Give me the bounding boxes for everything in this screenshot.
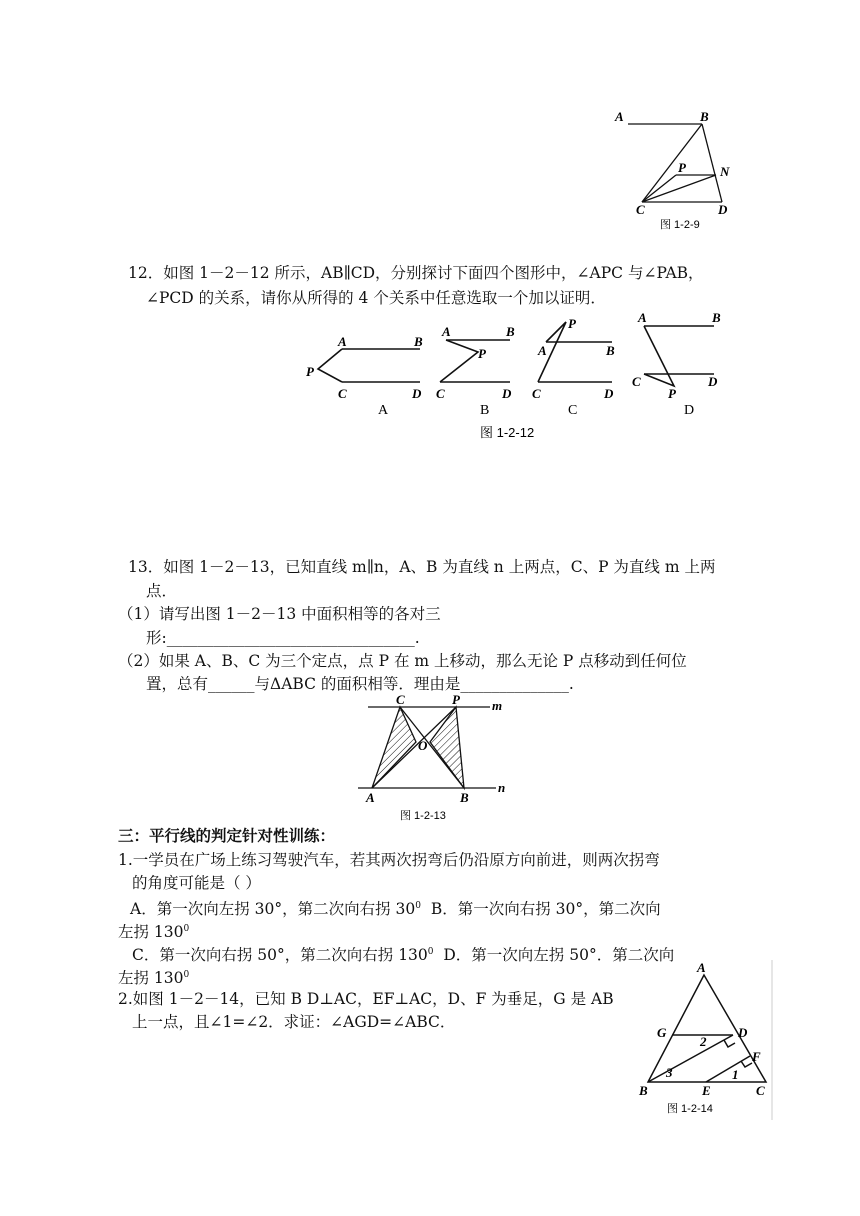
fig12b-label-A: A bbox=[442, 324, 451, 339]
fig9-label-B: B bbox=[700, 109, 709, 124]
fig12a-label-A: A bbox=[338, 334, 347, 349]
fig12d-label-P: P bbox=[668, 386, 676, 401]
s3-q1-line1: 1.一学员在广场上练习驾驶汽车，若其两次拐弯后仍沿原方向前进，则两次拐弯 bbox=[118, 851, 660, 869]
fig14-label-G: G bbox=[657, 1025, 667, 1040]
fig12d-label-C: C bbox=[632, 374, 641, 389]
q12-line1: 12．如图 1－2－12 所示，AB∥CD，分别探讨下面四个图形中，∠APC 与∠PAB， bbox=[128, 264, 704, 282]
q13-sub2-line2: 置，总有______与ΔABC 的面积相等．理由是______________. bbox=[146, 675, 574, 693]
q13-sub1-line2: 形:________________________________. bbox=[146, 629, 420, 647]
degree-mark: 0 bbox=[183, 924, 190, 934]
fig9-label-P: P bbox=[678, 160, 686, 175]
fig13-label-B: B bbox=[460, 790, 469, 805]
fig12-sub-C: C bbox=[568, 403, 578, 418]
degree-mark: 0 bbox=[427, 947, 434, 957]
fig9-caption: 图 1-2-9 bbox=[660, 219, 700, 231]
fig13-label-P: P bbox=[452, 692, 460, 707]
s3-q1-optA: A．第一次向左拐 30°，第二次向右拐 30 bbox=[130, 900, 416, 919]
fig14-num-3: 3 bbox=[666, 1065, 673, 1080]
s3-q2-line2: 上一点，且∠1=∠2．求证：∠AGD=∠ABC． bbox=[132, 1013, 456, 1031]
fig13-label-m: m bbox=[492, 698, 503, 713]
s3-q1-line6-text: 左拐 130 bbox=[118, 969, 184, 988]
fig14-label-D: D bbox=[738, 1025, 748, 1040]
q13-line1: 13．如图 1－2－13，已知直线 m∥n，A、B 为直线 n 上两点，C、P 为直线 m 上两 bbox=[128, 558, 716, 576]
fig12d-label-D: D bbox=[708, 374, 718, 389]
fig12a-label-D: D bbox=[412, 386, 422, 401]
fig12-sub-B: B bbox=[480, 403, 490, 418]
degree-mark: 0 bbox=[183, 970, 190, 980]
fig9-label-A: A bbox=[615, 109, 624, 124]
s3-q1-optD: D．第一次向左拐 50°．第二次向 bbox=[443, 946, 675, 965]
fig12d-label-A: A bbox=[638, 310, 647, 325]
fig12c-label-B: B bbox=[606, 343, 615, 358]
fig12b-label-P: P bbox=[478, 346, 486, 361]
s3-q1-optB: B．第一次向右拐 30°，第二次向 bbox=[430, 900, 661, 919]
fig12c-label-P: P bbox=[568, 316, 576, 331]
fig14-label-E: E bbox=[702, 1083, 711, 1098]
fig9-label-C: C bbox=[636, 202, 645, 217]
s3-q1-line4-text: 左拐 130 bbox=[118, 923, 184, 942]
fig9-label-D: D bbox=[718, 202, 728, 217]
fig14-num-1: 1 bbox=[732, 1067, 739, 1082]
fig14-label-F: F bbox=[752, 1049, 761, 1064]
fig12b-label-D: D bbox=[502, 386, 512, 401]
fig12c-label-D: D bbox=[604, 386, 614, 401]
q13-sub1-line1: （1）请写出图 1－2－13 中面积相等的各对三 bbox=[118, 605, 441, 623]
fig13-label-n: n bbox=[498, 780, 506, 795]
fig14-label-B: B bbox=[639, 1083, 648, 1098]
fig13-label-A: A bbox=[366, 790, 375, 805]
fig13-label-O: O bbox=[418, 738, 428, 753]
fig12b-label-B: B bbox=[506, 324, 515, 339]
fig12-caption: 图 1-2-12 bbox=[480, 425, 535, 440]
fig9-label-N: N bbox=[720, 164, 730, 179]
q12-line2: ∠PCD 的关系，请你从所得的 4 个关系中任意选取一个加以证明． bbox=[146, 289, 606, 307]
fig12d-label-B: B bbox=[712, 310, 721, 325]
fig14-num-2: 2 bbox=[700, 1034, 707, 1049]
fig13-caption: 图 1-2-13 bbox=[400, 810, 446, 822]
fig12a-label-B: B bbox=[414, 334, 423, 349]
fig14-label-C: C bbox=[756, 1083, 765, 1098]
fig12a-label-P: P bbox=[306, 364, 314, 379]
fig12c-label-A: A bbox=[538, 343, 547, 358]
fig12b-label-C: C bbox=[436, 386, 445, 401]
section3-heading: 三：平行线的判定针对性训练： bbox=[118, 827, 336, 845]
fig12-sub-D: D bbox=[684, 403, 695, 418]
s3-q1-line2: 的角度可能是（ ） bbox=[132, 874, 261, 892]
s3-q1-optC: C．第一次向右拐 50°，第二次向右拐 130 bbox=[132, 946, 428, 965]
s3-q2-line1: 2.如图 1－2－14，已知 B D⊥AC，EF⊥AC，D、F 为垂足，G 是 AB bbox=[118, 990, 614, 1008]
fig12-sub-A: A bbox=[378, 403, 389, 418]
fig14-caption: 图 1-2-14 bbox=[667, 1103, 713, 1115]
q13-line2: 点． bbox=[146, 582, 178, 600]
fig12a-label-C: C bbox=[338, 386, 347, 401]
fig13-label-C: C bbox=[396, 692, 405, 707]
fig12c-label-C: C bbox=[532, 386, 541, 401]
q13-sub2-line1: （2）如果 A、B、C 为三个定点，点 P 在 m 上移动，那么无论 P 点移动到任何位 bbox=[118, 652, 687, 670]
fig14-label-A: A bbox=[697, 960, 706, 975]
degree-mark: 0 bbox=[415, 901, 421, 911]
